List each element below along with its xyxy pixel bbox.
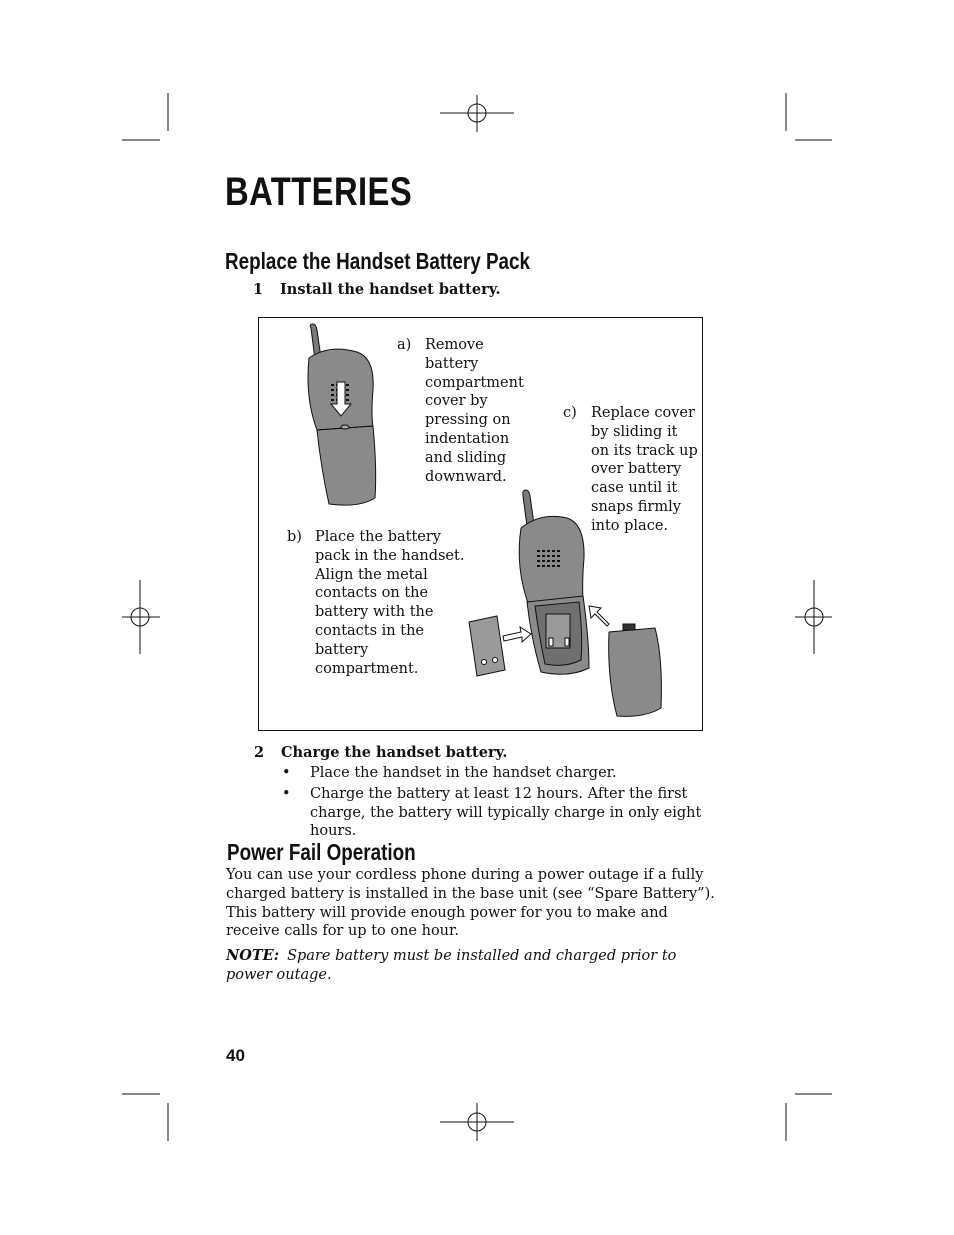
caption-b-text: Place the battery pack in the handset. Align the metal contacts on the battery with the contacts in the battery compartment.	[315, 529, 465, 677]
registration-mark-bottom	[440, 1103, 514, 1141]
step-1-text: Install the handset battery.	[280, 281, 501, 298]
step-2-text: Charge the handset battery.	[281, 744, 508, 761]
step-1-number: 1	[253, 281, 264, 298]
registration-mark-top	[440, 95, 514, 132]
caption-a-label: a)	[397, 337, 412, 353]
registration-mark-right	[795, 580, 832, 654]
list-item-text: Charge the battery at least 12 hours. After the first charge, the battery will typically charge in only eight hours.	[310, 785, 702, 840]
bullet-icon: •	[282, 765, 291, 781]
battery-pack-illustration	[469, 616, 505, 676]
battery-install-figure	[258, 317, 703, 731]
power-fail-paragraph: You can use your cordless phone during a power outage if a fully charged battery is installed in the base unit (see “Spare Battery”). This battery will provide enough power for you to make and receive calls for up to one hour.	[226, 867, 715, 940]
list-item-text: Place the handset in the handset charger.	[310, 765, 617, 781]
caption-a-text: Remove battery compartment cover by pressing on indentation and sliding downward.	[425, 337, 524, 485]
caption-c-label: c)	[563, 405, 577, 421]
step-1	[253, 281, 501, 298]
list-item	[282, 785, 722, 841]
page-title: BATTERIES	[225, 170, 413, 214]
bullet-icon: •	[282, 785, 291, 802]
step-2	[254, 744, 507, 761]
note-text: Spare battery must be installed and charged prior to power outage.	[226, 948, 677, 983]
list-item	[282, 764, 722, 783]
registration-mark-left	[122, 580, 160, 654]
handset-illustration-a	[308, 324, 376, 505]
note-label: NOTE:	[226, 947, 280, 964]
step-2-number: 2	[254, 744, 265, 761]
caption-c-text: Replace cover by sliding it on its track up over battery case until it snaps firmly into place.	[591, 405, 698, 534]
section-heading-replace-battery: Replace the Handset Battery Pack	[225, 248, 531, 274]
section-heading-power-fail: Power Fail Operation	[227, 839, 416, 865]
handset-illustration-b	[519, 490, 589, 674]
caption-b-label: b)	[287, 529, 302, 545]
battery-cover-illustration	[609, 624, 662, 716]
arrow-up-left-icon	[589, 606, 609, 626]
page-number: 40	[226, 1046, 245, 1065]
note	[226, 947, 722, 985]
step-2-bullet-list	[282, 764, 722, 843]
arrow-right-icon	[503, 627, 531, 642]
